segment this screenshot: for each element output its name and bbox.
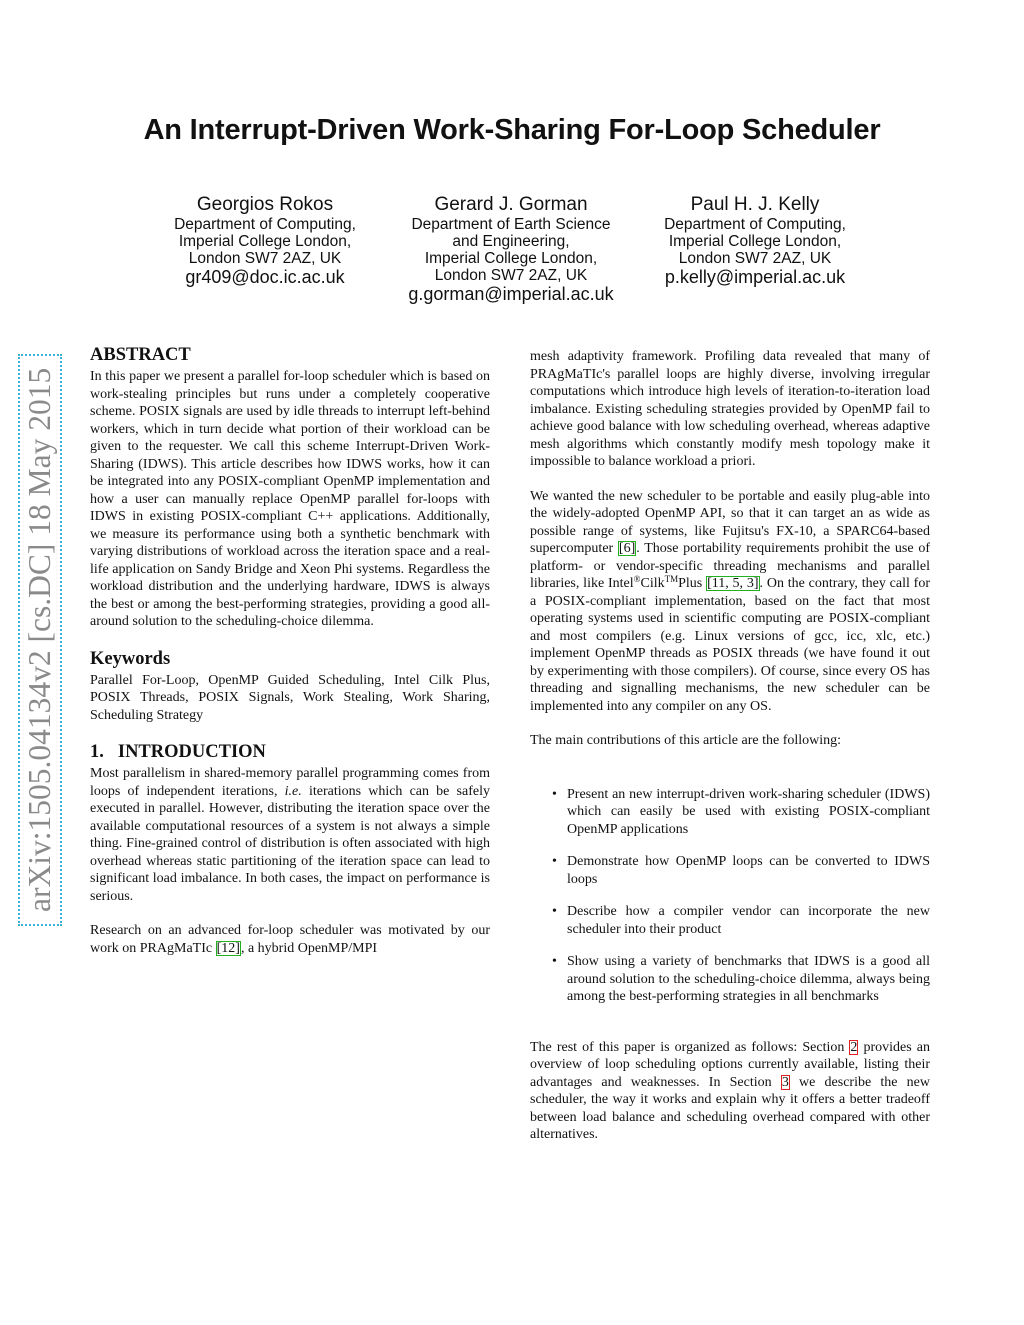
section-title: INTRODUCTION xyxy=(117,742,266,762)
intro-paragraph: Most parallelism in shared-memory parallel programming comes from loops of independent iterations, i.e. iterations which can be safely executed in parallel. However, distributing the iteration space over the available computational resources of a system is not always a simple thing. Fine-grained control of distribution is often associated with high overhead whereas static partitioning of the iteration space can lead to significant load imbalance. In both cases, the impact on performance is serious. xyxy=(90,766,490,904)
section-ref-link[interactable]: 2 xyxy=(850,1039,858,1055)
section-ref-link[interactable]: 3 xyxy=(781,1074,789,1090)
author-name: Georgios Rokos xyxy=(196,194,334,215)
paper-title: An Interrupt-Driven Work-Sharing For-Loop Scheduler xyxy=(143,114,881,146)
author-affiliation-line: and Engineering, xyxy=(452,233,570,250)
introduction-heading xyxy=(90,741,490,763)
bullet-icon: • xyxy=(552,854,557,869)
section-number: 1. xyxy=(90,742,104,762)
abstract-text: In this paper we present a parallel for-loop scheduler which is based on work-stealing principles but runs under a completely cooperative scheme. POSIX signals are used by idle threads to interrupt left-behind workers, which in turn decide what portion of their workload can be given to the requester. We call this scheme Interrupt-Driven Work-Sharing (IDWS). This article describes how IDWS works, how it can be integrated into any POSIX-compliant OpenMP implementation and how a user can manually replace OpenMP parallel for-loops with IDWS in existing POSIX-compliant C++ applications. Additionally, we measure its performance using both a synthetic benchmark with varying distributions of workload across the iteration space and a real-life application on Sandy Bridge and Xeon Phi systems. Regardless the workload distribution and the underlying hardware, IDWS is always the best or among the best-performing strategies, providing a good all-around solution to the scheduling-choice dilemma. xyxy=(90,369,490,629)
intro-paragraph: The main contributions of this article are the following: xyxy=(530,733,842,748)
author-block xyxy=(158,194,372,287)
intro-paragraph: mesh adaptivity framework. Profiling data revealed that many of PRAgMaTIc's parallel loops are highly diverse, involving irregular computations which introduce high levels of iteration-to-iteration load imbalance. Existing scheduling strategies provided by OpenMP fail to achieve good balance with low scheduling overhead, whereas adaptive mesh algorithms which constantly modify mesh topology make it impossible to balance workload a priori. xyxy=(530,349,930,469)
author-email: g.gorman@imperial.ac.uk xyxy=(408,284,614,304)
author-affiliation-line: Imperial College London, xyxy=(424,250,598,267)
author-affiliation-line: Imperial College London, xyxy=(668,233,842,250)
author-affiliation-line: Department of Computing, xyxy=(664,216,846,233)
intro-paragraph: We wanted the new scheduler to be portable and easily plug-able into the widely-adopted OpenMP API, so that it can target an as wide as possible range of systems, like Fujitsu's FX-10, a SPARC64-based supercomputer [6]. Those portability requirements prohibit the use of platform- or vendor-specific threading mechanisms and parallel libraries, like Intel®Cilk™Plus [11, 5, 3]. On the contrary, they call for a POSIX-compliant implementation, based on the fact that most operating systems used in scientific computing are POSIX-compliant and most compilers (e.g. Linux versions of gcc, icc, xlc, etc.) implement OpenMP threads as POSIX threads (we have found it out by experimenting with those compilers). Of course, since every OS has threading and signalling mechanisms, the new scheduler can be implemented into any compiler on any OS. xyxy=(530,488,930,714)
right-column xyxy=(530,348,930,1144)
bullet-icon: • xyxy=(552,954,557,969)
author-block xyxy=(645,194,865,287)
citation-link[interactable]: [11, 5, 3] xyxy=(707,576,759,591)
author-email: p.kelly@imperial.ac.uk xyxy=(664,267,846,287)
arxiv-identifier-stamp[interactable]: arXiv:1505.04134v2 [cs.DC] 18 May 2015 xyxy=(18,354,62,926)
contributions-list xyxy=(530,786,930,1006)
author-name: Paul H. J. Kelly xyxy=(690,194,820,215)
author-block xyxy=(392,194,630,304)
author-affiliation-line: Imperial College London, xyxy=(178,233,352,250)
list-item: • Describe how a compiler vendor can incorporate the new scheduler into their product xyxy=(552,904,930,937)
bullet-icon: • xyxy=(552,904,557,919)
intro-paragraph: Research on an advanced for-loop scheduler was motivated by our work on PRAgMaTIc [12], a hybrid OpenMP/MPI xyxy=(90,923,490,956)
author-name: Gerard J. Gorman xyxy=(434,194,588,215)
bullet-icon: • xyxy=(552,786,557,802)
author-affiliation-line: London SW7 2AZ, UK xyxy=(434,267,588,284)
author-affiliation-line: London SW7 2AZ, UK xyxy=(188,250,342,267)
list-item: • Demonstrate how OpenMP loops can be converted to IDWS loops xyxy=(552,854,930,887)
list-item: • Show using a variety of benchmarks that IDWS is a good all around solution to the scheduling-choice dilemma, always being among the best-performing strategies in all benchmarks xyxy=(552,954,930,1004)
author-affiliation-line: London SW7 2AZ, UK xyxy=(678,250,832,267)
author-affiliation-line: Department of Computing, xyxy=(174,216,356,233)
citation-link[interactable]: [6] xyxy=(618,541,636,556)
author-affiliation-line: Department of Earth Science xyxy=(411,216,611,233)
citation-link[interactable]: [12] xyxy=(216,940,240,956)
author-email: gr409@doc.ic.ac.uk xyxy=(185,267,345,287)
keywords-text: Parallel For-Loop, OpenMP Guided Scheduling, Intel Cilk Plus, POSIX Threads, POSIX Signals, Work Stealing, Work Sharing, Scheduling Strategy xyxy=(90,672,490,723)
list-item: • Present an new interrupt-driven work-sharing scheduler (IDWS) which can easily be used with existing POSIX-compliant OpenMP applications xyxy=(552,786,930,837)
left-column xyxy=(90,344,490,957)
abstract-heading: ABSTRACT xyxy=(90,345,191,365)
intro-paragraph: The rest of this paper is organized as follows: Section 2 provides an overview of loop scheduling options currently available, listing their advantages and weaknesses. In Section 3 we describe the new scheduler, the way it works and explain why it offers a better tradeoff between load balance and scheduling overhead compared with other alternatives. xyxy=(530,1039,930,1142)
keywords-heading: Keywords xyxy=(90,648,171,669)
